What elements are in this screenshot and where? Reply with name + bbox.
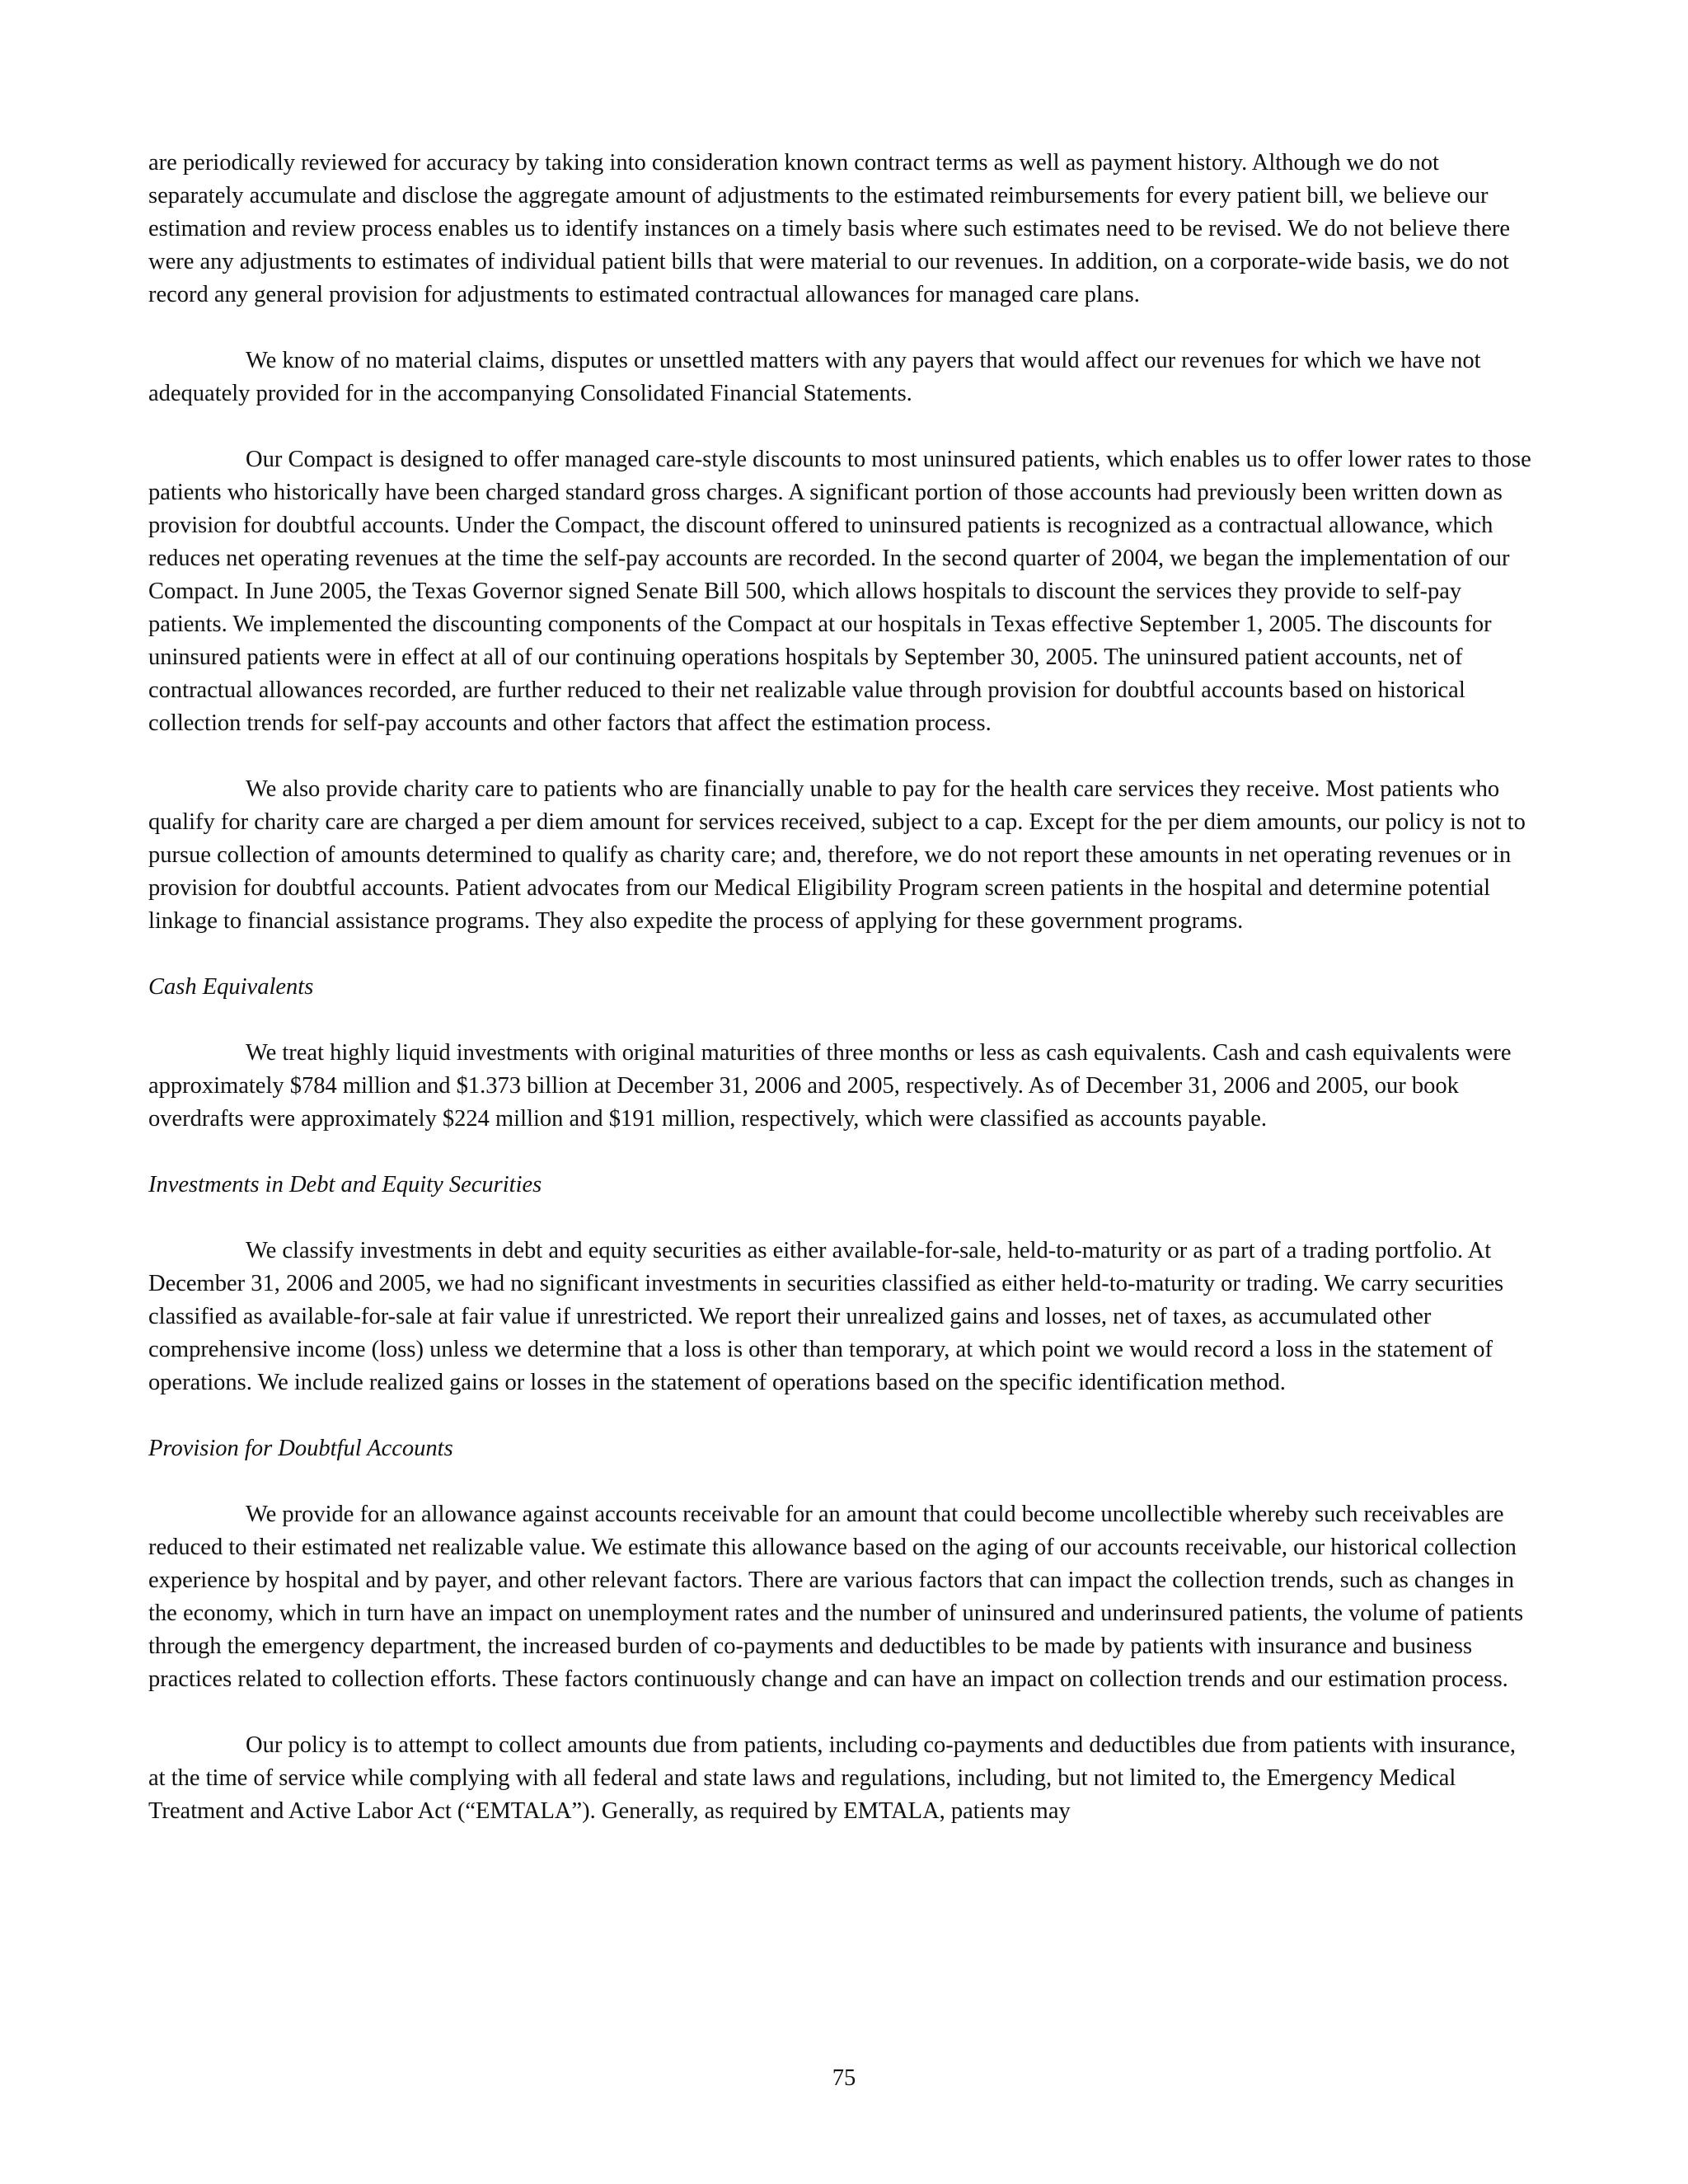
paragraph-contract-review: are periodically reviewed for accuracy by taking into consideration known contract terms as well as payment history. Although we do not separately accumulate and disclose the aggregate amount of adjustments to the estimated reimbursements for every patient bill, we believe our estimation and review process enables us to identify instances on a timely basis where such estimates need to be revised. We do not believe there were any adjustments to estimates of individual patient bills that were material to our revenues. In addition, on a corporate-wide basis, we do not record any general provision for adjustments to estimated contractual allowances for managed care plans. [148, 150, 1511, 307]
paragraph-collection-policy: Our policy is to attempt to collect amounts due from patients, including co-payments and deductibles due from patients with insurance, at the time of service while complying with all federal and state laws and regulations, including, but not limited to, the Emergency Medical Treatment and Active Labor Act (“EMTALA”). Generally, as required by EMTALA, patients may [148, 1732, 1517, 1824]
heading-cash-equivalents: Cash Equivalents [148, 974, 314, 1000]
paragraph-investments: We classify investments in debt and equity securities as either available-for-sale, held-to-maturity or as part of a trading portfolio. At December 31, 2006 and 2005, we had no significant investments in securities classified as either held-to-maturity or trading. We carry securities classified as available-for-sale at fair value if unrestricted. We report their unrealized gains and losses, net of taxes, as accumulated other comprehensive income (loss) unless we determine that a loss is other than temporary, at which point we would record a loss in the statement of operations. We include realized gains or losses in the statement of operations based on the specific identification method. [148, 1238, 1504, 1395]
heading-doubtful-accounts: Provision for Doubtful Accounts [148, 1436, 453, 1461]
page-number: 75 [832, 2065, 856, 2091]
document-page [148, 147, 1537, 1861]
paragraph-charity-care: We also provide charity care to patients who are financially unable to pay for the health care services they receive. Most patients who qualify for charity care are charged a per diem amount for services received, subject to a cap. Except for the per diem amounts, our policy is not to pursue collection of amounts determined to qualify as charity care; and, therefore, we do not report these amounts in net operating revenues or in provision for doubtful accounts. Patient advocates from our Medical Eligibility Program screen patients in the hospital and determine potential linkage to financial assistance programs. They also expedite the process of applying for these government programs. [148, 776, 1526, 934]
paragraph-material-claims: We know of no material claims, disputes or unsettled matters with any payers that would affect our revenues for which we have not adequately provided for in the accompanying Consolidated Financial Statements. [148, 348, 1481, 406]
paragraph-cash-equivalents: We treat highly liquid investments with original maturities of three months or less as cash equivalents. Cash and cash equivalents were approximately $784 million and $1.373 billion at December 31, 2006 and 2005, respectively. As of December 31, 2006 and 2005, our book overdrafts were approximately $224 million and $191 million, respectively, which were classified as accounts payable. [148, 1040, 1512, 1132]
heading-investments: Investments in Debt and Equity Securities [148, 1172, 542, 1197]
paragraph-doubtful-accounts: We provide for an allowance against accounts receivable for an amount that could become uncollectible whereby such receivables are reduced to their estimated net realizable value. We estimate this allowance based on the aging of our accounts receivable, our historical collection experience by hospital and by payer, and other relevant factors. There are various factors that can impact the collection trends, such as changes in the economy, which in turn have an impact on unemployment rates and the number of uninsured and underinsured patients, the volume of patients through the emergency department, the increased burden of co-payments and deductibles to be made by patients with insurance and business practices related to collection efforts. These factors continuously change and can have an impact on collection trends and our estimation process. [148, 1502, 1524, 1692]
paragraph-compact-discounts: Our Compact is designed to offer managed care-style discounts to most uninsured patients, which enables us to offer lower rates to those patients who historically have been charged standard gross charges. A significant portion of those accounts had previously been written down as provision for doubtful accounts. Under the Compact, the discount offered to uninsured patients is recognized as a contractual allowance, which reduces net operating revenues at the time the self-pay accounts are recorded. In the second quarter of 2004, we began the implementation of our Compact. In June 2005, the Texas Governor signed Senate Bill 500, which allows hospitals to discount the services they provide to self-pay patients. We implemented the discounting components of the Compact at our hospitals in Texas effective September 1, 2005. The discounts for uninsured patients were in effect at all of our continuing operations hospitals by September 30, 2005. The uninsured patient accounts, net of contractual allowances recorded, are further reduced to their net realizable value through provision for doubtful accounts based on historical collection trends for self-pay accounts and other factors that affect the estimation process. [148, 447, 1531, 736]
